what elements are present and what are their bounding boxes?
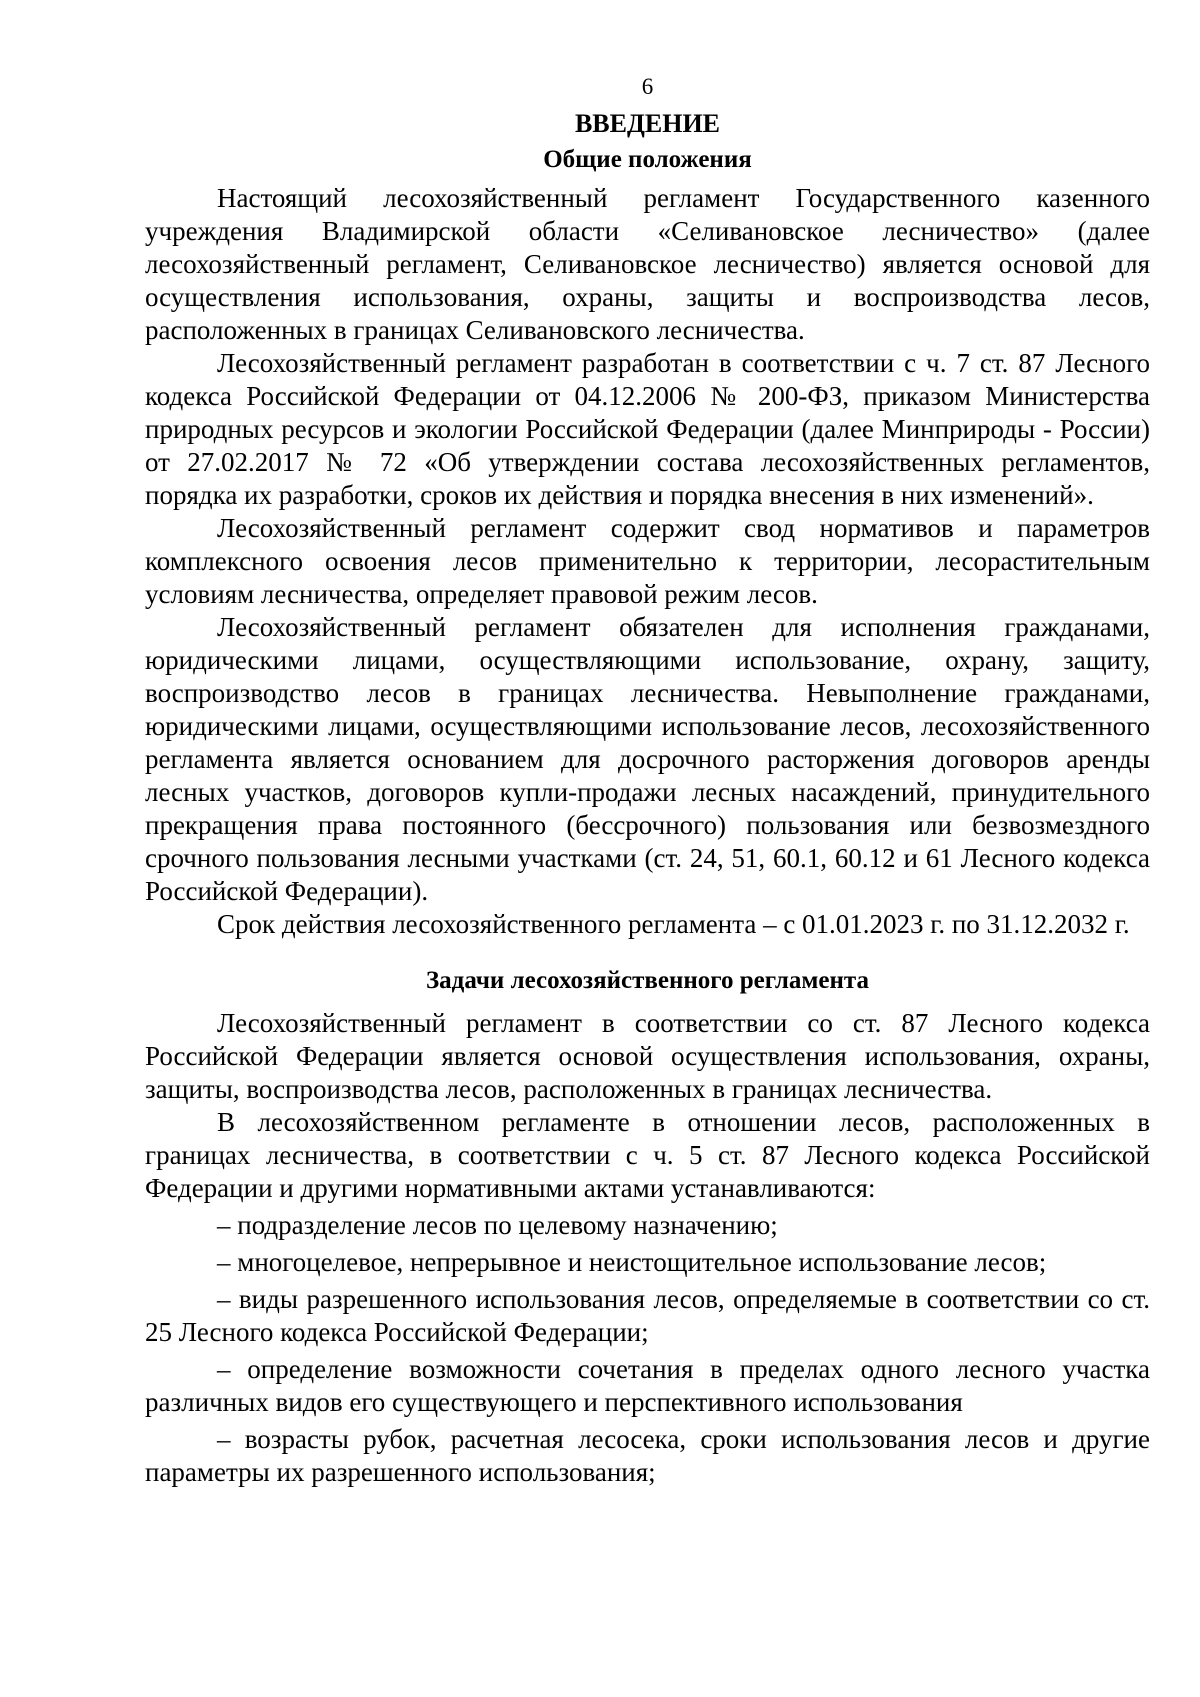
paragraph: Лесохозяйственный регламент содержит свод нормативов и параметров комплексного освоения лесов применительно к территории, лесорастительным условиям лесничества, определяет правовой режим лесов. (145, 513, 1150, 609)
paragraph: Лесохозяйственный регламент в соответствии со ст. 87 Лесного кодекса Российской Федерации является основой осуществления использования, охраны, защиты, воспроизводства лесов, расположенных в границах лесничества. (145, 1008, 1150, 1104)
paragraph: Настоящий лесохозяйственный регламент Государственного казенного учреждения Владимирской области «Селивановское лесничество» (далее лесохозяйственный регламент, Селивановское лесничество) является основой для осуществления использования, охраны, защиты и воспроизводства лесов, расположенных в границах Селивановского лесничества. (145, 183, 1150, 345)
document-page (145, 70, 1150, 1489)
section-heading-general-provisions: Общие положения (543, 146, 752, 173)
paragraph: Срок действия лесохозяйственного регламента – с 01.01.2023 г. по 31.12.2032 г. (217, 909, 1130, 939)
list-item: – подразделение лесов по целевому назначению; (217, 1210, 778, 1240)
paragraph: В лесохозяйственном регламенте в отношении лесов, расположенных в границах лесничества, в соответствии с ч. 5 ст. 87 Лесного кодекса Российской Федерации и другими нормативными актами устанавливаются: (145, 1107, 1150, 1203)
list-item: – определение возможности сочетания в пределах одного лесного участка различных видов его существующего и перспективного использования (145, 1354, 1150, 1417)
list-item: – виды разрешенного использования лесов, определяемые в соответствии со ст. 25 Лесного кодекса Российской Федерации; (145, 1284, 1150, 1347)
paragraph: Лесохозяйственный регламент обязателен для исполнения гражданами, юридическими лицами, осуществляющими использование, охрану, защиту, воспроизводство лесов в границах лесничества. Невыполнение гражданами, юридическими лицами, осуществляющими использование лесов, лесохозяйственного регламента является основанием для досрочного расторжения договоров аренды лесных участков, договоров купли-продажи лесных насаждений, принудительного прекращения права постоянного (бессрочного) пользования или безвозмездного срочного пользования лесными участками (ст. 24, 51, 60.1, 60.12 и 61 Лесного кодекса Российской Федерации). (145, 612, 1150, 906)
list-item: – многоцелевое, непрерывное и неистощительное использование лесов; (217, 1247, 1047, 1277)
page-number: 6 (641, 74, 654, 99)
document-title: ВВЕДЕНИЕ (574, 109, 721, 138)
list-item: – возрасты рубок, расчетная лесосека, сроки использования лесов и другие параметры их разрешенного использования; (145, 1424, 1150, 1487)
paragraph: Лесохозяйственный регламент разработан в соответствии с ч. 7 ст. 87 Лесного кодекса Российской Федерации от 04.12.2006 № 200-ФЗ, приказом Министерства природных ресурсов и экологии Российской Федерации (далее Минприроды - России) от 27.02.2017 № 72 «Об утверждении состава лесохозяйственных регламентов, порядка их разработки, сроков их действия и порядка внесения в них изменений». (145, 348, 1150, 510)
section-heading-regulation-tasks: Задачи лесохозяйственного регламента (425, 967, 869, 994)
